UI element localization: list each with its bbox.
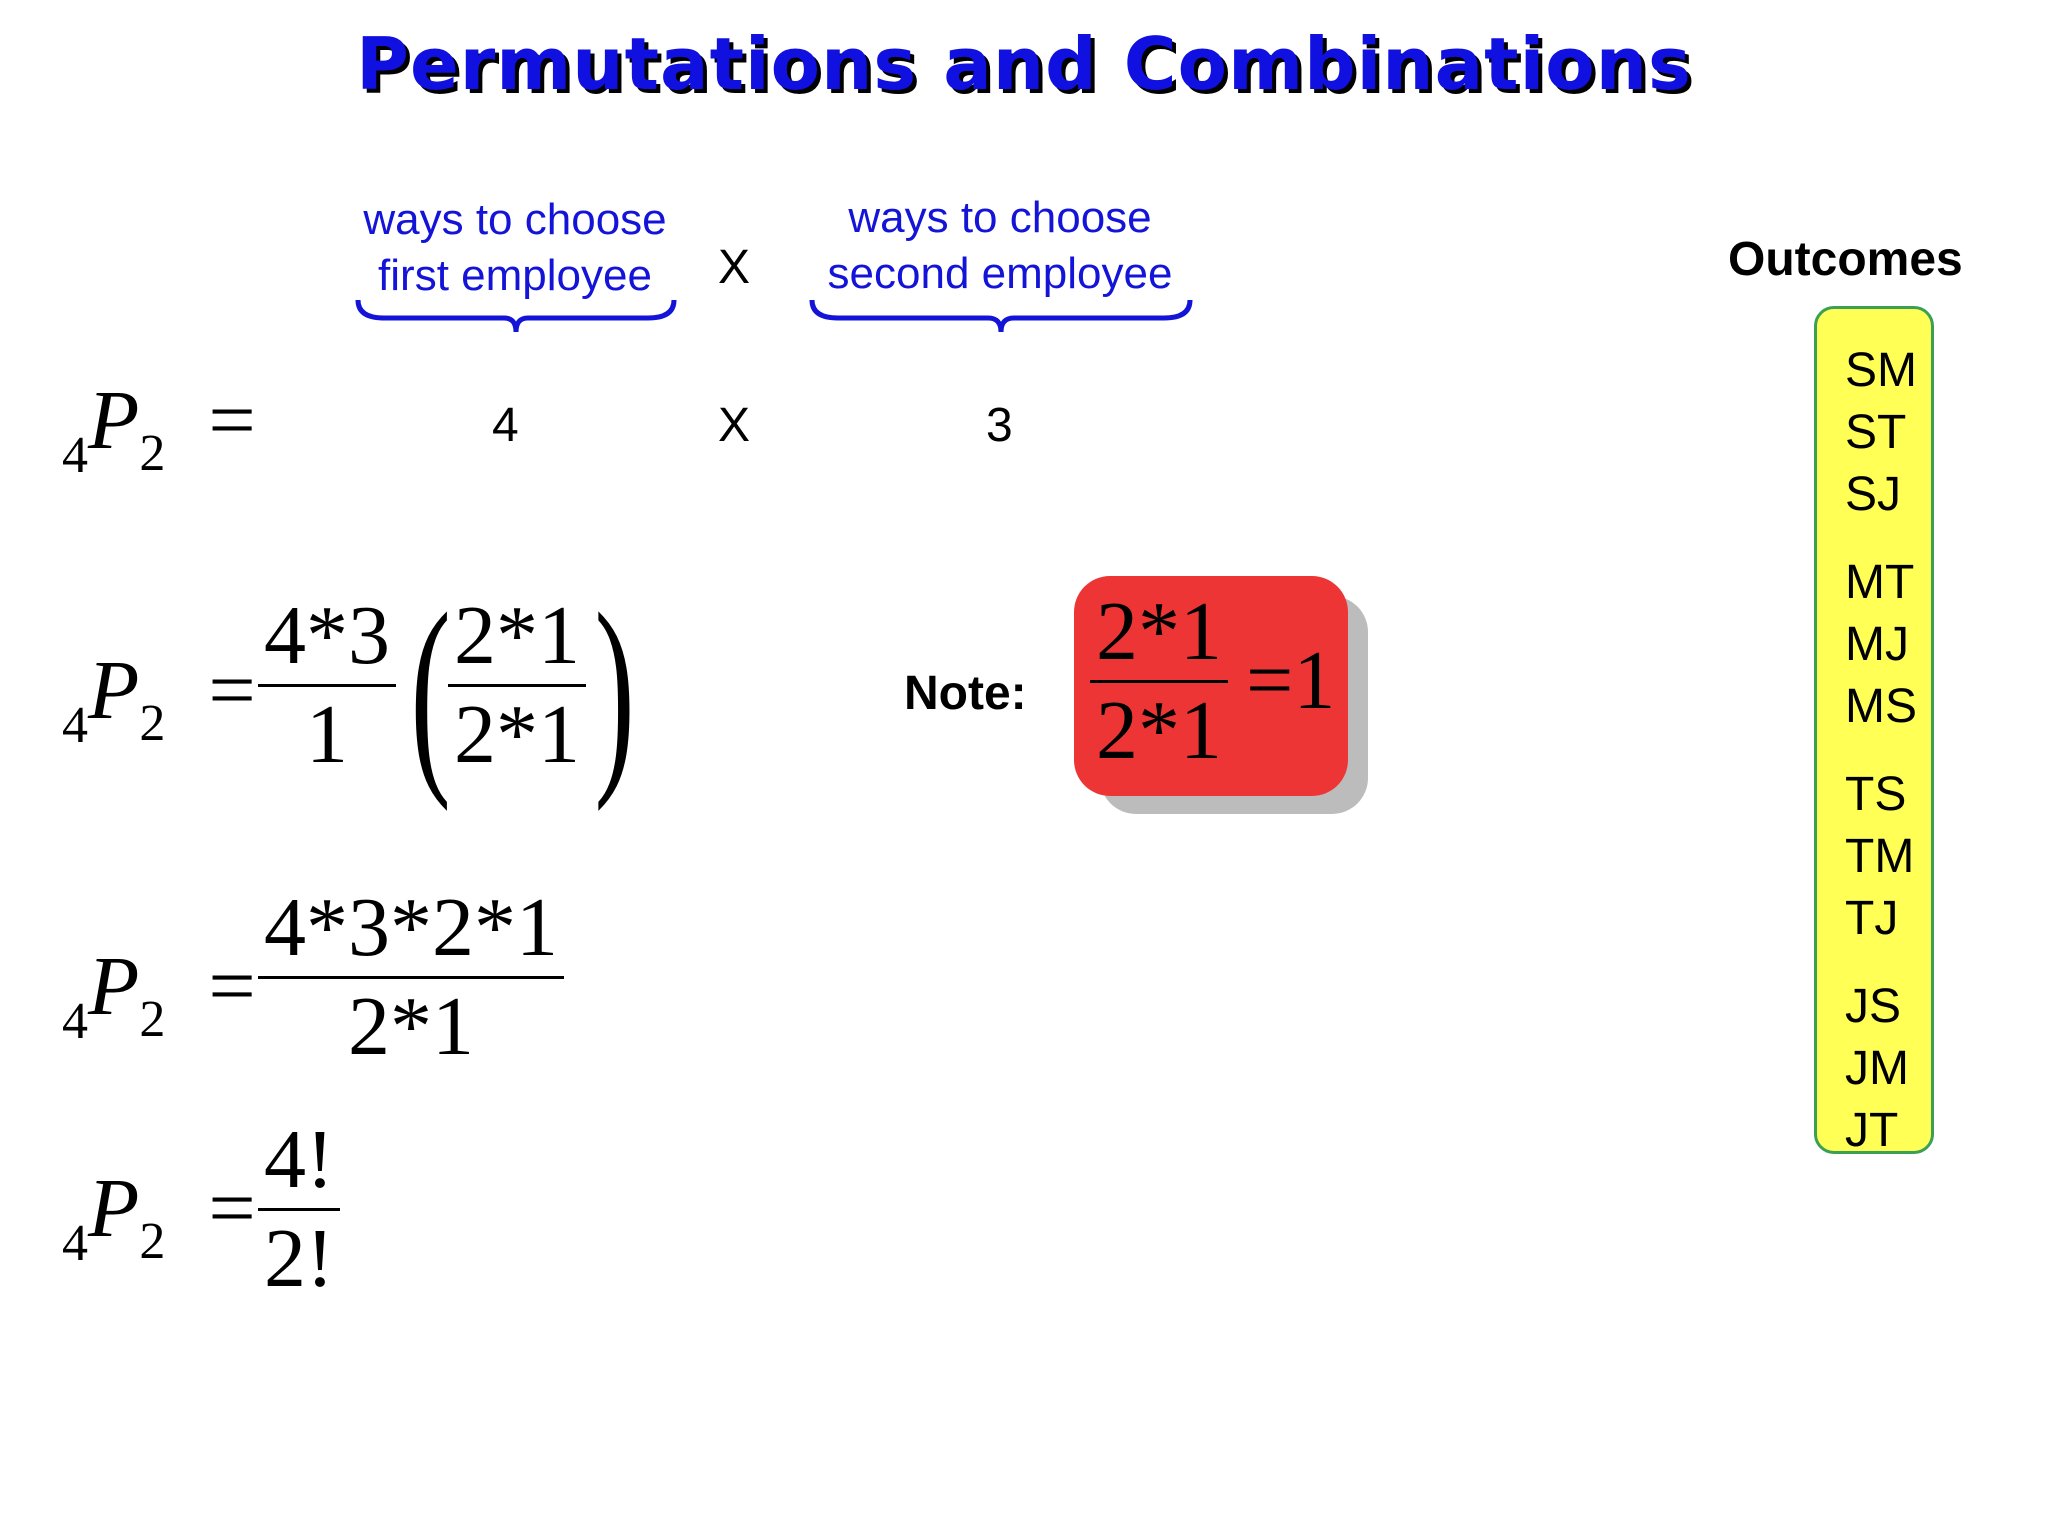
row4-r: 2 — [139, 1213, 166, 1270]
first-brace — [354, 296, 678, 336]
row3-denominator: 2*1 — [348, 980, 474, 1073]
outcome-item: SM — [1845, 344, 1917, 397]
outcome-item: SJ — [1845, 468, 1902, 521]
row3-n: 4 — [62, 993, 88, 1050]
row1-second-count: 3 — [986, 399, 1013, 452]
note-result: =1 — [1246, 634, 1336, 727]
note-denominator: 2*1 — [1096, 684, 1222, 777]
row1-r: 2 — [139, 425, 166, 482]
page-title: Permutations and Combinations — [356, 22, 1692, 106]
outcome-item: TS — [1845, 768, 1907, 821]
row4-equals: = — [208, 1162, 256, 1255]
row4-p-symbol: P — [88, 1162, 140, 1255]
outcome-item: JT — [1845, 1104, 1899, 1157]
first-choice-label — [340, 192, 690, 304]
second-choice-label — [800, 190, 1200, 302]
row3-equals: = — [208, 940, 256, 1033]
first-choice-label-line2: first employee — [378, 251, 652, 300]
row1-lhs — [62, 372, 256, 484]
row1-first-count: 4 — [492, 399, 519, 452]
row2-close-paren: ) — [594, 568, 635, 812]
row2-lhs — [62, 642, 256, 754]
row4-denominator: 2! — [264, 1212, 334, 1305]
row2-n: 4 — [62, 697, 88, 754]
row4-n: 4 — [62, 1215, 88, 1272]
row2-paren-denominator: 2*1 — [454, 688, 580, 781]
row3-fraction — [258, 880, 564, 1075]
row2-p-symbol: P — [88, 644, 140, 737]
outcome-item: MJ — [1845, 618, 1909, 671]
row1-equals: = — [208, 374, 256, 467]
row3-p-symbol: P — [88, 940, 140, 1033]
row2-fraction-left — [258, 588, 396, 783]
second-choice-label-line1: ways to choose — [848, 193, 1152, 242]
row2-left-denominator: 1 — [306, 688, 348, 781]
row3-lhs — [62, 938, 256, 1050]
first-choice-label-line1: ways to choose — [363, 195, 667, 244]
outcomes-title: Outcomes — [1728, 233, 1963, 286]
row2-open-paren: ( — [410, 568, 451, 812]
outcome-item: MS — [1845, 680, 1917, 733]
outcome-item: TM — [1845, 830, 1915, 883]
note-numerator: 2*1 — [1096, 585, 1222, 678]
note-fraction — [1090, 584, 1228, 779]
row2-paren-numerator: 2*1 — [454, 589, 580, 682]
outcomes-list — [1814, 306, 1934, 1157]
outcome-item: MT — [1845, 556, 1915, 609]
row1-n: 4 — [62, 427, 88, 484]
row3-r: 2 — [139, 991, 166, 1048]
row4-lhs — [62, 1160, 256, 1272]
row1-times-symbol: X — [718, 399, 751, 452]
row4-fraction — [258, 1112, 340, 1307]
row4-numerator: 4! — [264, 1113, 334, 1206]
outcome-item: ST — [1845, 406, 1907, 459]
row2-r: 2 — [139, 695, 166, 752]
row1-p-symbol: P — [88, 374, 140, 467]
row2-fraction-paren — [448, 588, 586, 783]
outcome-item: JM — [1845, 1042, 1909, 1095]
second-brace — [808, 296, 1194, 336]
second-choice-label-line2: second employee — [827, 249, 1173, 298]
note-label: Note: — [904, 667, 1027, 720]
row3-numerator: 4*3*2*1 — [264, 881, 558, 974]
row2-left-numerator: 4*3 — [264, 589, 390, 682]
outcome-item: JS — [1845, 980, 1902, 1033]
top-times-symbol: X — [718, 241, 751, 294]
outcome-item: TJ — [1845, 892, 1899, 945]
row2-equals: = — [208, 644, 256, 737]
